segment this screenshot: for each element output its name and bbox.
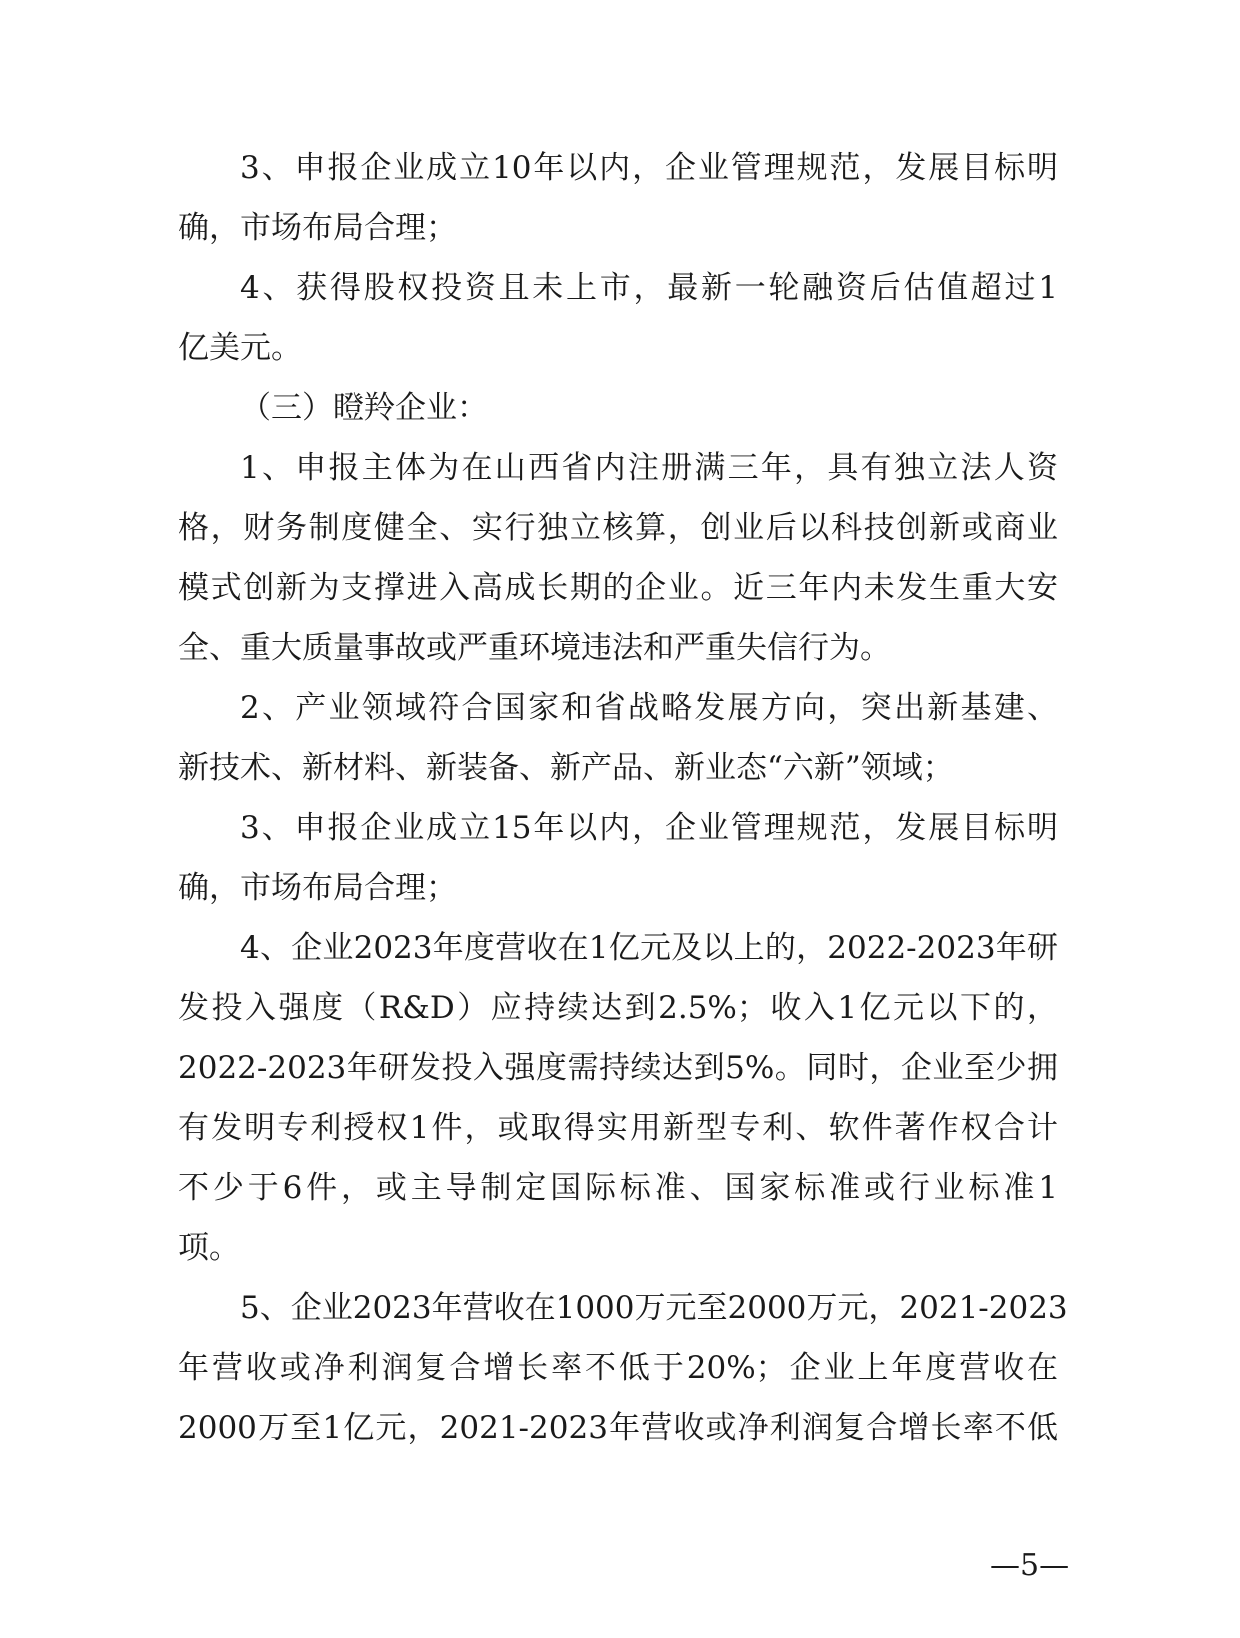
text-line: 不少于6件，或主导制定国际标准、国家标准或行业标准1 [178,1170,1058,1206]
text-line: 确，市场布局合理； [178,210,457,246]
text-line: 亿美元。 [178,330,302,366]
text-line: 2000万至1亿元，2021-2023年营收或净利润复合增长率不低 [178,1410,1058,1446]
text-line: 4、获得股权投资且未上市，最新一轮融资后估值超过1 [240,270,1058,306]
text-line: 发投入强度（R&D）应持续达到2.5%；收入1亿元以下的， [178,990,1058,1026]
text-line: 有发明专利授权1件，或取得实用新型专利、软件著作权合计 [178,1110,1058,1146]
text-line: 年营收或净利润复合增长率不低于20%；企业上年度营收在 [178,1350,1058,1386]
text-line: 1、申报主体为在山西省内注册满三年，具有独立法人资 [240,450,1058,486]
text-line: 项。 [178,1230,240,1266]
text-line: 确，市场布局合理； [178,870,457,906]
text-line: 模式创新为支撑进入高成长期的企业。近三年内未发生重大安 [178,570,1058,606]
text-line: 新技术、新材料、新装备、新产品、新业态“六新”领域； [178,750,954,786]
text-line: 3、申报企业成立10年以内，企业管理规范，发展目标明 [240,150,1058,186]
text-line: 4、企业2023年度营收在1亿元及以上的，2022-2023年研 [240,930,1058,966]
section-heading: （三）瞪羚企业： [240,390,488,426]
text-line: 3、申报企业成立15年以内，企业管理规范，发展目标明 [240,810,1058,846]
text-line: 2022-2023年研发投入强度需持续达到5%。同时，企业至少拥 [178,1050,1058,1086]
document-body [178,138,1068,1458]
page-number: —5— [990,1548,1070,1583]
text-line: 格，财务制度健全、实行独立核算，创业后以科技创新或商业 [178,510,1058,546]
text-line: 5、企业2023年营收在1000万元至2000万元，2021-2023 [240,1290,1068,1326]
text-line: 全、重大质量事故或严重环境违法和严重失信行为。 [178,630,891,666]
text-line: 2、产业领域符合国家和省战略发展方向，突出新基建、 [240,690,1058,726]
